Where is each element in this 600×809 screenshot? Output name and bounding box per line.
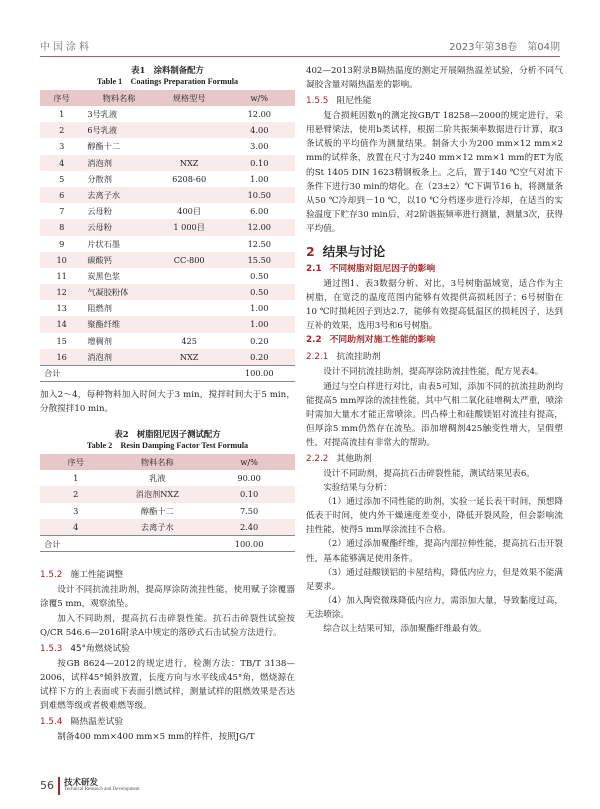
section-number: 1.5.2 — [40, 570, 63, 581]
table2-body — [40, 470, 295, 552]
table1-cell: 0.10 — [224, 155, 295, 171]
table1-cell: 13 — [56, 303, 67, 314]
table1-row — [40, 268, 295, 284]
table2-total-empty — [111, 535, 203, 551]
table1-cell — [155, 284, 224, 300]
section-2-2-2-paragraph-2: 实验结果与分析： — [323, 483, 392, 494]
footer-section-title-en: Technical Research and Development — [64, 787, 140, 792]
table1-row — [40, 284, 295, 300]
table1-cell: 16 — [40, 349, 83, 365]
section-number: 2.2 — [306, 335, 322, 346]
section-title: 其他助剂 — [336, 453, 372, 464]
section-1-5-3-heading — [40, 642, 295, 657]
table1-cell: 3号乳液 — [87, 109, 118, 120]
table1-cell: 增稠剂 — [87, 335, 112, 346]
table2-total-row — [40, 535, 295, 551]
table1-cell: 0.20 — [250, 335, 269, 346]
page-number: 56 — [40, 779, 54, 792]
table1-row — [40, 236, 295, 252]
table1-row — [40, 106, 295, 122]
section-1-5-2-heading — [40, 568, 295, 583]
table1-cell: 6208-60 — [172, 173, 207, 184]
section-1-5-4-paragraph-1: 制备400 mm×400 mm×5 mm的样件，按照JG/T — [57, 732, 255, 743]
table1-cell — [155, 236, 224, 252]
section-2-1-paragraph-1: 通过图1、表3数据分析、对比，3号树脂温域宽，适合作为主树脂，在宽泛的温度范围内能够有效提供高损耗因子；6号树脂在10 ℃时损耗因子到达2.7，能够有效提高低温区的损耗因子，达到互补的效果，选用3号和6号树脂。 — [306, 279, 563, 332]
table2-cell: 乳液 — [149, 473, 166, 484]
table2-header-row — [40, 454, 295, 470]
section-2-1-heading — [306, 262, 563, 277]
left-column — [40, 64, 295, 744]
table1-cell: 6.00 — [250, 206, 269, 217]
table1-cell: 片状石墨 — [87, 238, 121, 249]
table1-col-spec: 规格型号 — [155, 90, 224, 106]
section-title: 45°角燃烧试验 — [70, 643, 130, 654]
table1-total-empty — [155, 365, 224, 381]
table1-cell: 4 — [40, 155, 83, 171]
table1-cell: 1.00 — [250, 173, 269, 184]
section-2-2-1-heading — [306, 350, 563, 365]
table2-cell: 醇酯十二 — [140, 505, 174, 516]
section-2-heading — [306, 242, 563, 262]
table2-row — [40, 503, 295, 519]
table1-cell: NXZ — [155, 155, 224, 171]
section-number: 2.1 — [306, 264, 322, 275]
section-title: 结果与讨论 — [322, 244, 386, 260]
table1-caption-en: Table 1 Coatings Preparation Formula — [96, 77, 239, 86]
table1-row — [40, 138, 295, 154]
table1-cell — [155, 106, 224, 122]
section-number: 1.5.3 — [40, 643, 63, 654]
section-number: 1.5.5 — [306, 96, 329, 107]
table1-cell — [155, 268, 224, 284]
table2-cell: 7.50 — [239, 505, 259, 516]
table1-cell: 0.20 — [224, 349, 295, 365]
table1-row — [40, 333, 295, 349]
table1-cell: 0.50 — [224, 284, 295, 300]
table1-row — [40, 171, 295, 187]
table1-header-row — [40, 90, 295, 106]
table1-cell — [155, 187, 224, 203]
table1-cell: 5 — [59, 173, 65, 184]
table2-col-index: 序号 — [40, 454, 111, 470]
table1-row — [40, 349, 295, 365]
table1-cell: 0.50 — [250, 270, 269, 281]
table1-cell: 碳酸钙 — [83, 252, 154, 268]
section-2-2-1-paragraph-1: 设计不同抗流挂助剂，提高厚涂防流挂性能，配方见表4。 — [323, 367, 544, 378]
table1-cell: 1 — [59, 109, 65, 120]
section-1-5-3-paragraph-1: 按GB 8624—2012的规定进行，检测方法：TB/T 3138—2006，试样45°倾斜放置，长度方向与水平线成45°角，燃烧源在试样下方的上表面或下表面引燃试样，测量试样的阻燃效果是否达到难燃等级或者极难燃等级。 — [40, 658, 295, 711]
section-number: 2 — [306, 244, 315, 260]
table1-cell — [155, 316, 224, 332]
table2-col-material: 物料名称 — [111, 454, 203, 470]
section-1-5-4-heading — [40, 715, 295, 730]
table1-col-mass: w/% — [224, 90, 295, 106]
section-title: 施工性能调整 — [70, 570, 124, 581]
table1-cell: 云母粉 — [83, 219, 154, 235]
table1-total-value: 100.00 — [224, 365, 295, 381]
section-1-5-5-heading — [306, 94, 563, 109]
table2-cell: 消泡剂NXZ — [111, 486, 203, 502]
table1-row — [40, 300, 295, 316]
section-title: 抗流挂助剂 — [336, 352, 381, 363]
table1-cell: 1 000目 — [155, 219, 224, 235]
page-footer — [40, 775, 240, 799]
footer-section-title: 技术研发 — [64, 778, 99, 788]
table1-cell: 聚酯纤维 — [83, 316, 154, 332]
table1-caption-cn: 表1 涂料制备配方 — [131, 65, 204, 75]
table1-cell: 7 — [59, 206, 65, 217]
section-title: 隔热温差试验 — [70, 717, 124, 728]
section-2-2-2-paragraph-4: （2）通过添加聚酯纤维，提高内部拉伸性能，提高抗石击开裂性，基本能够满足使用条件。 — [306, 539, 563, 564]
table1-col-material: 物料名称 — [83, 90, 154, 106]
table2-caption-cn: 表2 树脂阻尼因子测试配方 — [114, 428, 221, 439]
table1-cell: 去离子水 — [83, 187, 154, 203]
section-1-5-2-paragraph-2: 加入不同助剂，提高抗石击碎裂性能。抗石击碎裂性试验按Q/CR 546.6—2016附录A中规定的落砂式石击试验方法进行。 — [40, 613, 295, 638]
table1-cell: 醇酯十二 — [87, 141, 121, 152]
section-2-2-2-paragraph-7: 综合以上结果可知，添加聚酯纤维最有效。 — [323, 624, 487, 634]
table1-cell: 1.00 — [224, 316, 295, 332]
table1-body — [40, 106, 295, 381]
table2-row — [40, 519, 295, 535]
table1-row — [40, 187, 295, 203]
table1-total-label: 合计 — [40, 365, 83, 381]
table1-cell: 消泡剂 — [83, 349, 154, 365]
table2-col-mass: w/% — [203, 454, 295, 470]
table1-cell: 400目 — [177, 206, 202, 217]
table1-cell: 11 — [56, 270, 67, 281]
table2-cell: 去离子水 — [111, 519, 203, 535]
table2-row — [40, 486, 295, 502]
table1-cell — [155, 138, 224, 154]
table2-cell: 0.10 — [203, 486, 295, 502]
table1-cell: 12.50 — [247, 238, 272, 249]
section-title: 不同树脂对阻尼因子的影响 — [329, 264, 436, 275]
table1-cell: 12 — [40, 284, 83, 300]
table1-cell: 云母粉 — [87, 206, 112, 217]
table1-cell: NXZ — [155, 349, 224, 365]
table1-row — [40, 122, 295, 138]
table1-cell: 分散剂 — [87, 173, 112, 184]
table1-cell: 6 — [40, 187, 83, 203]
section-1-5-2-paragraph-1: 设计不同抗流挂助剂，提高厚涂防流挂性能，使用赋子涂覆器涂覆5 mm，观察流坠。 — [40, 585, 295, 610]
table1-cell: 9 — [59, 238, 65, 249]
table1-cell — [155, 122, 224, 138]
page-header — [40, 38, 560, 54]
table1-cell: 425 — [181, 335, 197, 346]
table1-cell: 3.00 — [250, 141, 269, 152]
section-2-2-2-paragraph-3: （1）通过添加不同性能的助剂，实验一延长表干时间，预想降低表干时间，使内外干燥速度差变小，降低开裂风险，但会影响流挂性能，使得5 mm厚涂流挂不合格。 — [306, 497, 563, 536]
table1-col-index: 序号 — [40, 90, 83, 106]
table2-cell: 4 — [40, 519, 111, 535]
header-divider — [40, 56, 560, 57]
table1-row — [40, 155, 295, 171]
section-2-2-2-paragraph-5: （3）通过硅酸镁铝的卡屋结构，降低内应力，但是效果不能满足要求。 — [306, 567, 563, 592]
table1-cell: 14 — [40, 316, 83, 332]
section-1-5-5-paragraph-1: 复合损耗因数η的测定按GB/T 18258—2000的规定进行，采用悬臂梁法，使用b类试样，根据二阶共振频率数据进行计算，取3条试板的平均值作为测量结果。制备大小为200 mm×12 mm×2 mm的试样条，放置在尺寸为240 mm×12 mm×1 mm的ET为底的St 1405 DIN 1623精钢板条上。之后，置于140 ℃空气对流下条件下进行30 min的熔化。在（23±2）℃下调节16 h，将测量条从50 ℃冷却到－10 ℃，以10 ℃分档逐步进行冷却，在适当的实验温度下贮存30 min后，对2阶谐振频率进行测量，测量3次，获得平均值。 — [306, 111, 563, 234]
table1-cell: 2 — [40, 122, 83, 138]
section-2-2-heading — [306, 333, 563, 348]
table2-cell: 3 — [73, 505, 79, 516]
issue-info: 2023年第38卷 第04期 — [449, 42, 560, 53]
section-title: 阻尼性能 — [336, 96, 372, 107]
table1-cell: 10.50 — [224, 187, 295, 203]
table2-row — [40, 470, 295, 486]
table1-cell: 3 — [59, 141, 65, 152]
section-2-2-1-paragraph-2: 通过与空白样进行对比，由表5可知，添加不同的抗流挂助剂均能提高5 mm厚涂的流挂性能，其中气相二氧化硅增稠太严重，喷涂时需加大量水才能正常喷涂。凹凸棒土和硅酸镁铝对流挂有提高，但厚涂5 mm仍然存在流坠。添加增稠剂425触变性增大，呈假塑性，对提高流挂有非常大的帮助。 — [306, 381, 563, 448]
table1-cell: 阻燃剂 — [87, 303, 112, 314]
footer-accent-bar — [58, 777, 60, 795]
table2-cell: 2 — [40, 486, 111, 502]
table1-cell: 炭黑色浆 — [87, 270, 121, 281]
table2-formula — [40, 454, 295, 552]
table2-total-value: 100.00 — [203, 535, 295, 551]
section-number: 2.2.1 — [306, 352, 329, 363]
table1-cell: 消泡剂 — [83, 155, 154, 171]
table1-row — [40, 219, 295, 235]
left-paragraph-1: 加入2～4，每种物料加入时间大于3 min，搅拌时间大于5 min，分散搅拌10 min。 — [40, 389, 295, 414]
right-column — [306, 64, 563, 636]
table1-total-row — [40, 365, 295, 381]
table1-cell: 15 — [56, 335, 67, 346]
table2-caption-en: Table 2 Resin Damping Factor Test Formula — [86, 440, 249, 450]
table2-cell: 1 — [73, 473, 79, 484]
table2-cell: 90.00 — [237, 473, 261, 484]
right-paragraph-0: 402—2013附录B隔热温度的测定开展隔热温差试验，分析不同气凝胶含量对隔热温差的影响。 — [306, 66, 563, 91]
section-number: 1.5.4 — [40, 717, 63, 728]
table1-cell: 气凝胶粉体 — [83, 284, 154, 300]
table1-cell: 1.00 — [250, 303, 269, 314]
table1-cell: 12.00 — [247, 109, 272, 120]
table2-total-label: 合计 — [40, 535, 111, 551]
table1-row — [40, 252, 295, 268]
section-2-2-2-paragraph-1: 设计不同助剂，提高抗石击碎裂性能，测试结果见表6。 — [323, 468, 535, 479]
table1-row — [40, 316, 295, 332]
table1-cell: 15.50 — [224, 252, 295, 268]
section-2-2-2-heading — [306, 452, 563, 467]
table1-total-empty — [83, 365, 154, 381]
table1-cell: 10 — [40, 252, 83, 268]
section-title: 不同助剂对施工性能的影响 — [329, 335, 436, 346]
table1-formula — [40, 90, 295, 382]
table1-cell: 12.00 — [224, 219, 295, 235]
section-number: 2.2.2 — [306, 453, 329, 464]
table1-row — [40, 203, 295, 219]
table2-cell: 2.40 — [203, 519, 295, 535]
table1-cell: 8 — [40, 219, 83, 235]
journal-name: 中国涂料 — [40, 42, 92, 53]
section-2-2-2-paragraph-6: （4）加入陶瓷微珠降低内应力，需添加大量，导致黏度过高，无法喷涂。 — [306, 595, 563, 620]
table1-cell: 4.00 — [224, 122, 295, 138]
table1-cell — [155, 300, 224, 316]
table1-cell: 6号乳液 — [83, 122, 154, 138]
table1-cell: CC-800 — [155, 252, 224, 268]
